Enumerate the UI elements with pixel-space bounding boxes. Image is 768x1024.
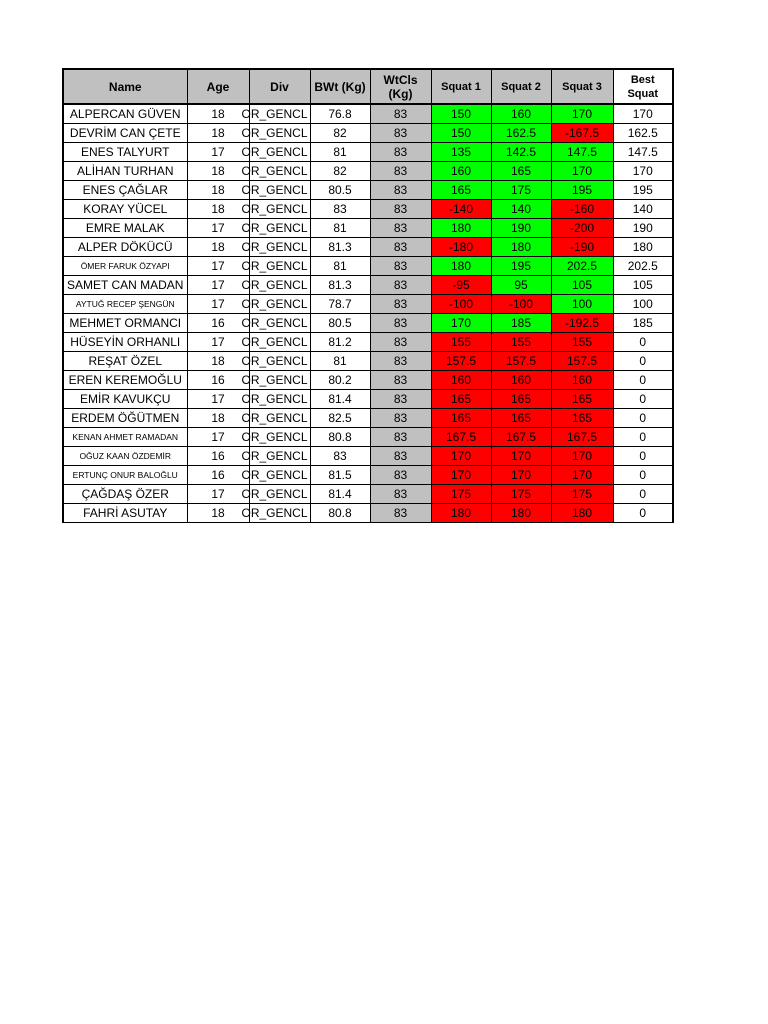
header-div: Div	[249, 69, 310, 104]
cell-squat2: 95	[491, 276, 551, 295]
cell-bodyweight: 80.5	[310, 181, 370, 200]
cell-div: OR_GENCL	[249, 371, 310, 390]
table-row	[63, 390, 673, 409]
header-wtcls-line1: WtCls	[383, 72, 418, 87]
cell-weight-class: 83	[370, 200, 431, 219]
cell-weight-class: 83	[370, 143, 431, 162]
header-best-squat	[613, 69, 673, 104]
cell-weight-class: 83	[370, 104, 431, 124]
cell-name: MEHMET ORMANCI	[63, 314, 187, 333]
cell-weight-class: 83	[370, 447, 431, 466]
cell-name: ENES ÇAĞLAR	[63, 181, 187, 200]
cell-squat3: -160	[551, 200, 613, 219]
cell-squat3: 175	[551, 485, 613, 504]
cell-div: OR_GENCL	[249, 409, 310, 428]
cell-bodyweight: 81	[310, 257, 370, 276]
cell-bodyweight: 81.5	[310, 466, 370, 485]
cell-weight-class: 83	[370, 352, 431, 371]
cell-squat1: -95	[431, 276, 491, 295]
table-row	[63, 219, 673, 238]
cell-bodyweight: 81.4	[310, 390, 370, 409]
cell-div: OR_GENCL	[249, 104, 310, 124]
table-row	[63, 466, 673, 485]
cell-bodyweight: 80.8	[310, 428, 370, 447]
table-row	[63, 238, 673, 257]
cell-age: 17	[187, 219, 249, 238]
cell-squat2: 165	[491, 162, 551, 181]
table-body	[63, 104, 673, 523]
table-row	[63, 104, 673, 124]
cell-div: OR_GENCL	[249, 333, 310, 352]
cell-name: ALPER DÖKÜCÜ	[63, 238, 187, 257]
cell-best-squat: 0	[613, 409, 673, 428]
cell-squat3: 155	[551, 333, 613, 352]
cell-age: 17	[187, 143, 249, 162]
table-row	[63, 295, 673, 314]
cell-age: 18	[187, 504, 249, 523]
cell-squat3: 165	[551, 390, 613, 409]
cell-best-squat: 180	[613, 238, 673, 257]
cell-squat3: 105	[551, 276, 613, 295]
cell-best-squat: 190	[613, 219, 673, 238]
cell-age: 17	[187, 428, 249, 447]
squat-results-table	[62, 68, 674, 523]
cell-squat2: 185	[491, 314, 551, 333]
cell-weight-class: 83	[370, 257, 431, 276]
cell-best-squat: 195	[613, 181, 673, 200]
cell-age: 17	[187, 257, 249, 276]
cell-squat1: 160	[431, 162, 491, 181]
cell-name: EREN KEREMOĞLU	[63, 371, 187, 390]
cell-div: OR_GENCL	[249, 466, 310, 485]
cell-age: 18	[187, 200, 249, 219]
table-row	[63, 162, 673, 181]
header-best-line1: Best	[630, 73, 655, 86]
cell-name: ALİHAN TURHAN	[63, 162, 187, 181]
cell-name: DEVRİM CAN ÇETE	[63, 124, 187, 143]
cell-squat2: 170	[491, 447, 551, 466]
table-row	[63, 200, 673, 219]
cell-age: 18	[187, 352, 249, 371]
cell-best-squat: 0	[613, 447, 673, 466]
cell-squat1: 135	[431, 143, 491, 162]
cell-best-squat: 0	[613, 371, 673, 390]
cell-squat1: 180	[431, 504, 491, 523]
cell-div: OR_GENCL	[249, 390, 310, 409]
cell-bodyweight: 81.4	[310, 485, 370, 504]
cell-squat2: 175	[491, 181, 551, 200]
table-row	[63, 485, 673, 504]
table-row	[63, 124, 673, 143]
cell-name: FAHRİ ASUTAY	[63, 504, 187, 523]
cell-name: KORAY YÜCEL	[63, 200, 187, 219]
cell-squat3: 202.5	[551, 257, 613, 276]
cell-bodyweight: 82	[310, 124, 370, 143]
header-wtcls-line2: (Kg)	[388, 86, 413, 101]
cell-age: 16	[187, 447, 249, 466]
cell-squat2: 165	[491, 409, 551, 428]
cell-age: 16	[187, 371, 249, 390]
cell-age: 18	[187, 409, 249, 428]
cell-div: OR_GENCL	[249, 295, 310, 314]
cell-bodyweight: 81	[310, 143, 370, 162]
cell-name: SAMET CAN MADAN	[63, 276, 187, 295]
cell-name: KENAN AHMET RAMADAN	[63, 428, 187, 447]
cell-weight-class: 83	[370, 314, 431, 333]
cell-age: 18	[187, 124, 249, 143]
header-name: Name	[63, 69, 187, 104]
cell-squat2: 195	[491, 257, 551, 276]
cell-best-squat: 162.5	[613, 124, 673, 143]
cell-squat1: 180	[431, 219, 491, 238]
cell-squat3: 195	[551, 181, 613, 200]
cell-weight-class: 83	[370, 124, 431, 143]
cell-div: OR_GENCL	[249, 276, 310, 295]
cell-name: ÇAĞDAŞ ÖZER	[63, 485, 187, 504]
cell-best-squat: 185	[613, 314, 673, 333]
cell-weight-class: 83	[370, 390, 431, 409]
cell-div: OR_GENCL	[249, 219, 310, 238]
cell-bodyweight: 81.3	[310, 238, 370, 257]
cell-weight-class: 83	[370, 409, 431, 428]
cell-age: 18	[187, 238, 249, 257]
cell-squat2: 170	[491, 466, 551, 485]
cell-squat3: -167.5	[551, 124, 613, 143]
cell-squat1: -180	[431, 238, 491, 257]
cell-div: OR_GENCL	[249, 181, 310, 200]
cell-weight-class: 83	[370, 428, 431, 447]
cell-age: 17	[187, 485, 249, 504]
cell-squat2: 155	[491, 333, 551, 352]
cell-div: OR_GENCL	[249, 428, 310, 447]
cell-squat1: 150	[431, 124, 491, 143]
cell-name: OĞUZ KAAN ÖZDEMİR	[63, 447, 187, 466]
cell-squat2: 180	[491, 504, 551, 523]
cell-age: 17	[187, 276, 249, 295]
cell-squat2: 165	[491, 390, 551, 409]
cell-best-squat: 105	[613, 276, 673, 295]
table-row	[63, 428, 673, 447]
cell-squat3: 170	[551, 104, 613, 124]
cell-bodyweight: 80.2	[310, 371, 370, 390]
cell-squat3: 170	[551, 466, 613, 485]
cell-name: REŞAT ÖZEL	[63, 352, 187, 371]
table-row	[63, 333, 673, 352]
cell-weight-class: 83	[370, 371, 431, 390]
cell-squat1: 180	[431, 257, 491, 276]
cell-best-squat: 0	[613, 333, 673, 352]
cell-squat3: 180	[551, 504, 613, 523]
cell-squat2: 180	[491, 238, 551, 257]
cell-squat1: -140	[431, 200, 491, 219]
cell-weight-class: 83	[370, 485, 431, 504]
table-row	[63, 504, 673, 523]
cell-bodyweight: 81.3	[310, 276, 370, 295]
cell-squat2: 140	[491, 200, 551, 219]
cell-squat2: 160	[491, 104, 551, 124]
cell-div: OR_GENCL	[249, 238, 310, 257]
cell-squat3: -190	[551, 238, 613, 257]
cell-age: 17	[187, 295, 249, 314]
cell-name: EMİR KAVUKÇU	[63, 390, 187, 409]
cell-squat1: 157.5	[431, 352, 491, 371]
cell-bodyweight: 81	[310, 219, 370, 238]
header-age: Age	[187, 69, 249, 104]
cell-age: 18	[187, 162, 249, 181]
cell-div: OR_GENCL	[249, 447, 310, 466]
cell-bodyweight: 76.8	[310, 104, 370, 124]
cell-bodyweight: 80.8	[310, 504, 370, 523]
cell-weight-class: 83	[370, 162, 431, 181]
table-row	[63, 352, 673, 371]
header-bwt: BWt (Kg)	[310, 69, 370, 104]
cell-age: 17	[187, 390, 249, 409]
cell-squat1: -100	[431, 295, 491, 314]
table-row	[63, 276, 673, 295]
cell-squat3: -200	[551, 219, 613, 238]
header-squat2: Squat 2	[491, 69, 551, 104]
cell-bodyweight: 82	[310, 162, 370, 181]
header-squat1: Squat 1	[431, 69, 491, 104]
cell-div: OR_GENCL	[249, 257, 310, 276]
cell-name: ENES TALYURT	[63, 143, 187, 162]
cell-name: AYTUĞ RECEP ŞENGÜN	[63, 295, 187, 314]
cell-bodyweight: 82.5	[310, 409, 370, 428]
cell-bodyweight: 83	[310, 447, 370, 466]
table-row	[63, 314, 673, 333]
header-best-line2: Squat	[627, 87, 659, 100]
cell-weight-class: 83	[370, 181, 431, 200]
cell-squat1: 155	[431, 333, 491, 352]
header-squat3: Squat 3	[551, 69, 613, 104]
cell-squat2: 175	[491, 485, 551, 504]
cell-weight-class: 83	[370, 238, 431, 257]
cell-squat2: 142.5	[491, 143, 551, 162]
cell-weight-class: 83	[370, 295, 431, 314]
cell-best-squat: 170	[613, 104, 673, 124]
cell-bodyweight: 78.7	[310, 295, 370, 314]
cell-squat1: 175	[431, 485, 491, 504]
cell-name: ÖMER FARUK ÖZYAPI	[63, 257, 187, 276]
cell-squat2: -100	[491, 295, 551, 314]
cell-age: 17	[187, 333, 249, 352]
cell-bodyweight: 81	[310, 352, 370, 371]
table-row	[63, 447, 673, 466]
cell-weight-class: 83	[370, 333, 431, 352]
cell-squat3: 100	[551, 295, 613, 314]
cell-squat3: 170	[551, 162, 613, 181]
table-row	[63, 181, 673, 200]
cell-squat3: 170	[551, 447, 613, 466]
table-header	[63, 69, 673, 104]
cell-best-squat: 140	[613, 200, 673, 219]
header-wtcls	[370, 69, 431, 104]
cell-div: OR_GENCL	[249, 504, 310, 523]
cell-age: 16	[187, 314, 249, 333]
cell-name: EMRE MALAK	[63, 219, 187, 238]
cell-squat3: 157.5	[551, 352, 613, 371]
cell-name: HÜSEYİN ORHANLI	[63, 333, 187, 352]
cell-best-squat: 147.5	[613, 143, 673, 162]
cell-best-squat: 202.5	[613, 257, 673, 276]
cell-best-squat: 0	[613, 485, 673, 504]
cell-best-squat: 100	[613, 295, 673, 314]
cell-best-squat: 0	[613, 466, 673, 485]
cell-div: OR_GENCL	[249, 485, 310, 504]
cell-squat1: 170	[431, 466, 491, 485]
table-row	[63, 257, 673, 276]
cell-weight-class: 83	[370, 466, 431, 485]
cell-squat1: 170	[431, 314, 491, 333]
cell-squat3: -192.5	[551, 314, 613, 333]
cell-squat2: 160	[491, 371, 551, 390]
table-row	[63, 371, 673, 390]
cell-squat1: 170	[431, 447, 491, 466]
table-row	[63, 143, 673, 162]
cell-squat1: 167.5	[431, 428, 491, 447]
cell-squat2: 157.5	[491, 352, 551, 371]
cell-div: OR_GENCL	[249, 162, 310, 181]
cell-best-squat: 0	[613, 428, 673, 447]
cell-squat3: 147.5	[551, 143, 613, 162]
cell-bodyweight: 81.2	[310, 333, 370, 352]
cell-squat2: 190	[491, 219, 551, 238]
cell-squat3: 167.5	[551, 428, 613, 447]
cell-squat1: 165	[431, 390, 491, 409]
cell-age: 18	[187, 104, 249, 124]
table-row	[63, 409, 673, 428]
cell-squat1: 165	[431, 181, 491, 200]
cell-best-squat: 0	[613, 504, 673, 523]
cell-weight-class: 83	[370, 276, 431, 295]
cell-div: OR_GENCL	[249, 124, 310, 143]
cell-best-squat: 0	[613, 390, 673, 409]
cell-name: ERTUNÇ ONUR BALOĞLU	[63, 466, 187, 485]
cell-squat2: 162.5	[491, 124, 551, 143]
cell-squat1: 165	[431, 409, 491, 428]
cell-name: ALPERCAN GÜVEN	[63, 104, 187, 124]
header-row	[63, 69, 673, 104]
cell-squat2: 167.5	[491, 428, 551, 447]
cell-div: OR_GENCL	[249, 314, 310, 333]
cell-weight-class: 83	[370, 219, 431, 238]
cell-squat3: 165	[551, 409, 613, 428]
cell-bodyweight: 80.5	[310, 314, 370, 333]
cell-age: 16	[187, 466, 249, 485]
cell-best-squat: 170	[613, 162, 673, 181]
cell-squat1: 160	[431, 371, 491, 390]
cell-squat3: 160	[551, 371, 613, 390]
cell-squat1: 150	[431, 104, 491, 124]
cell-div: OR_GENCL	[249, 143, 310, 162]
cell-div: OR_GENCL	[249, 200, 310, 219]
results-sheet	[62, 68, 672, 523]
cell-age: 18	[187, 181, 249, 200]
cell-name: ERDEM ÖĞÜTMEN	[63, 409, 187, 428]
cell-weight-class: 83	[370, 504, 431, 523]
cell-bodyweight: 83	[310, 200, 370, 219]
cell-best-squat: 0	[613, 352, 673, 371]
cell-div: OR_GENCL	[249, 352, 310, 371]
